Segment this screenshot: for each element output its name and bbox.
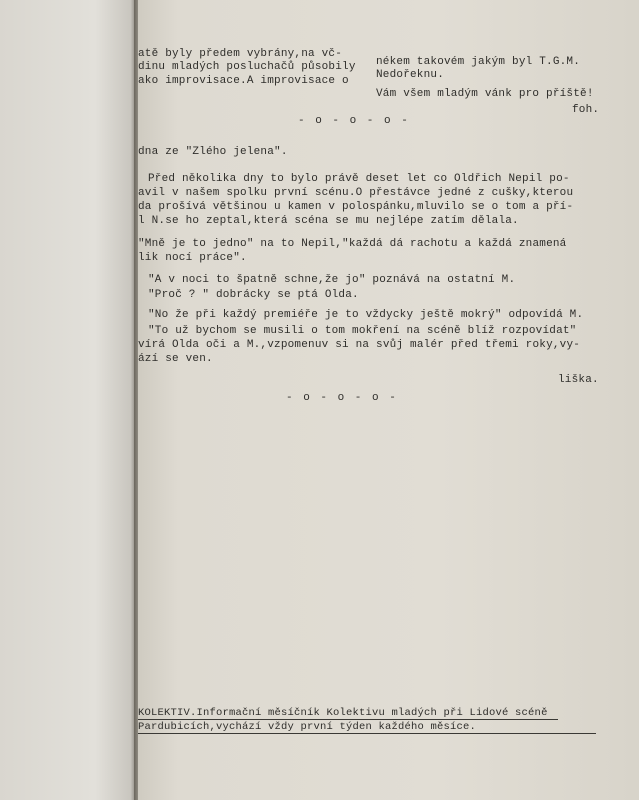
section-title: dna ze "Zlého jelena". — [138, 146, 288, 158]
footer-underline-1 — [138, 719, 558, 720]
separator-2: - o - o - o - — [286, 392, 398, 404]
body-line-7: "A v noci to špatně schne,že jo" poznává na ostatní M. — [148, 274, 516, 286]
body-line-9: "No že při každý premiéře je to vždycky ještě mokrý" odpovídá M. — [148, 309, 584, 321]
top-right-line-1: nékem takovém jakým byl T.G.M. — [376, 56, 581, 68]
body-line-11: vírá Olda oči a M.,vzpomenuv si na svůj malér před třemi roky,vy- — [138, 339, 581, 351]
body-line-1: Před několika dny to bylo právě deset let co Oldřich Nepil po- — [148, 173, 570, 185]
body-line-3: da prošívá většinou u kamen v polospánku,mluvilo se o tom a pří- — [138, 201, 574, 213]
top-left-line-1: atě byly předem vybrány,na vč- — [138, 48, 343, 60]
body-signature: liška. — [558, 374, 599, 386]
footer-line-1: KOLEKTIV.Informační měsíčník Kolektivu mladých při Lidové scéně — [138, 707, 548, 719]
body-line-10: "To už bychom se musili o tom mokření na scéně blíž rozpovídat" — [148, 325, 577, 337]
footer-underline-2 — [138, 733, 596, 734]
top-right-line-3: Vám všem mladým vánk pro příště! — [376, 88, 594, 100]
separator-1: - o - o - o - — [298, 115, 410, 127]
footer-line-2: Pardubicích,vychází vždy první týden každého měsíce. — [138, 721, 477, 733]
body-line-2: avil v našem spolku první scénu.O přestávce jedné z cušky,kterou — [138, 187, 574, 199]
top-right-line-2: Nedořeknu. — [376, 69, 445, 81]
typed-page — [138, 0, 639, 800]
top-left-line-2: dinu mladých posluchačů působily — [138, 61, 356, 73]
body-line-4: l N.se ho zeptal,která scéna se mu nejlépe zatím dělala. — [138, 215, 519, 227]
body-line-8: "Proč ? " dobrácky se ptá Olda. — [148, 289, 359, 301]
left-page — [0, 0, 136, 800]
body-line-12: ází se ven. — [138, 353, 213, 365]
top-left-line-3: ako improvisace.A improvisace o — [138, 75, 349, 87]
body-line-5: "Mně je to jedno" na to Nepil,"každá dá rachotu a každá znamená — [138, 238, 567, 250]
body-line-6: lik nocí práce". — [138, 252, 247, 264]
top-signature: foh. — [572, 104, 600, 116]
